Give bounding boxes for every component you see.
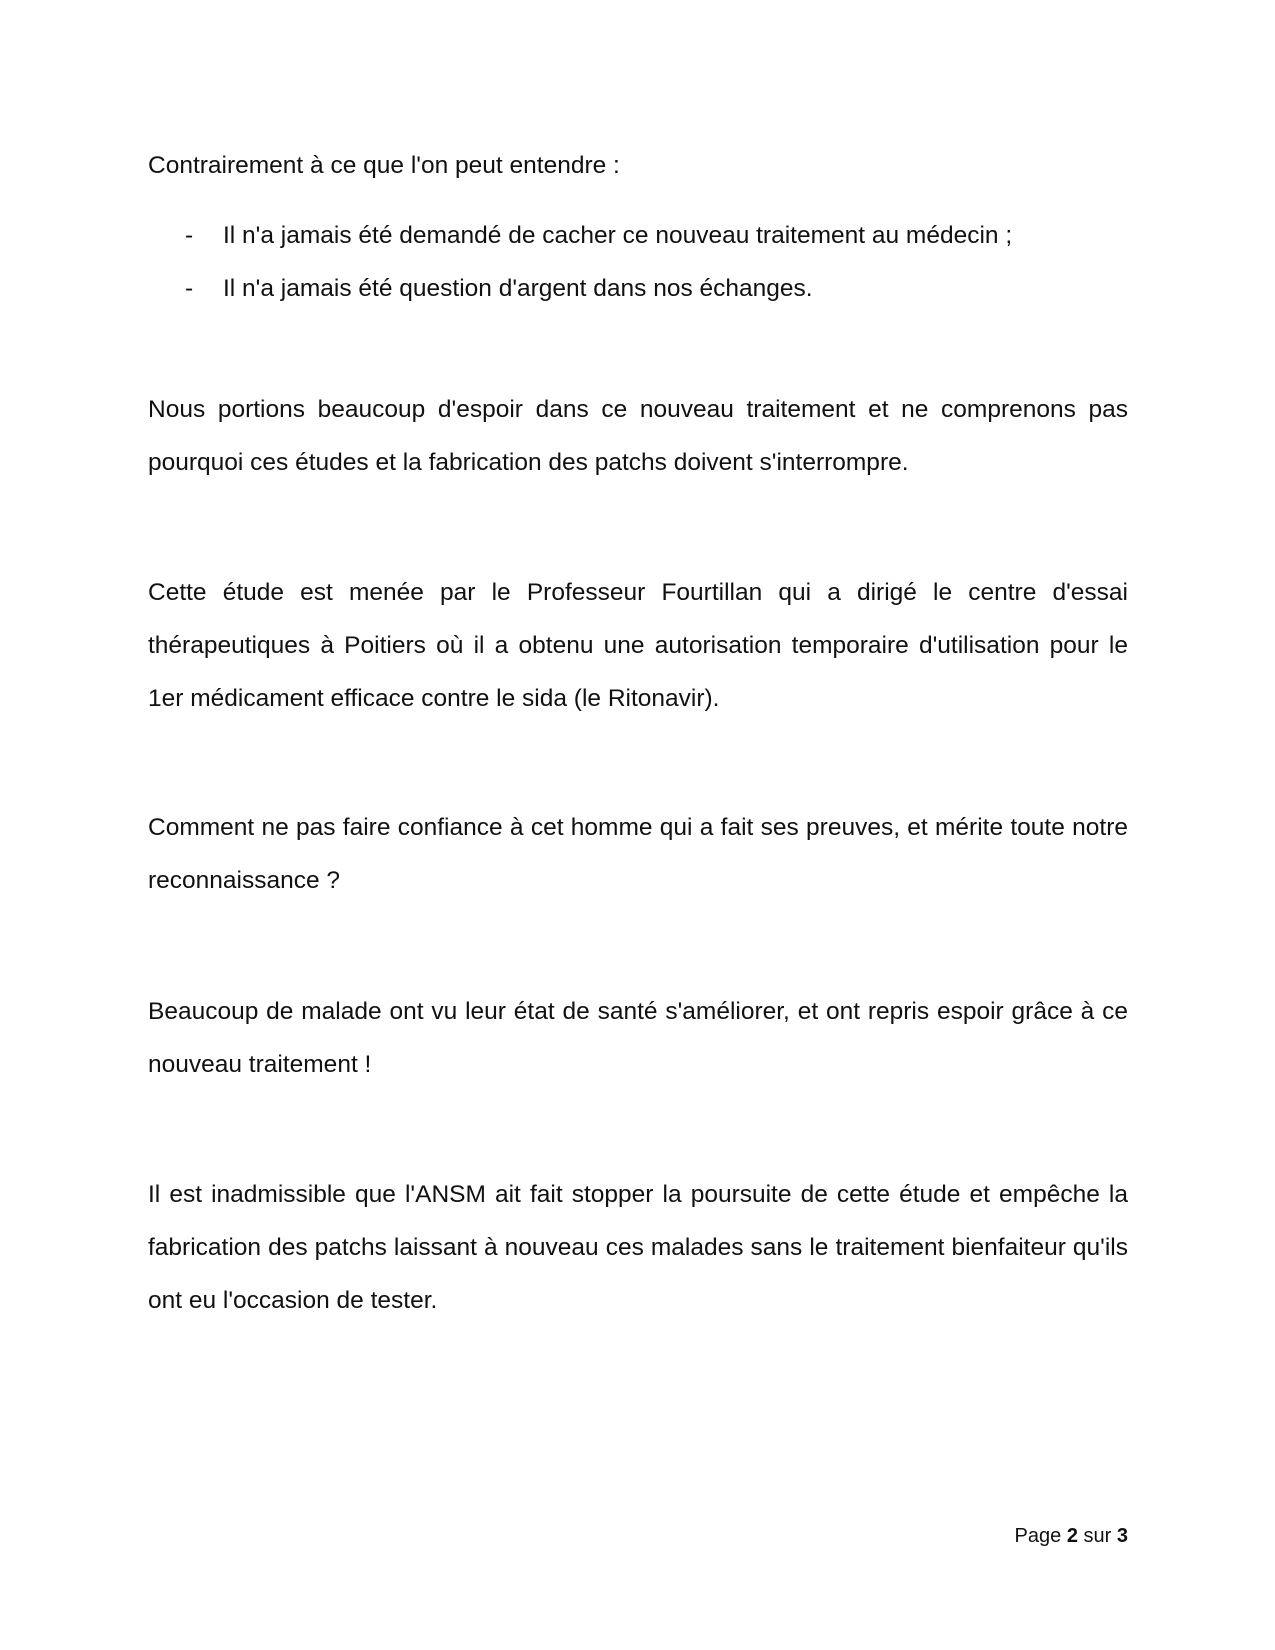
intro-text: Contrairement à ce que l'on peut entendre : (148, 152, 620, 179)
paragraph-study: Cette étude est menée par le Professeur Fourtillan qui a dirigé le centre d'essai thérapeutiques à Poitiers où il a obtenu une autorisation temporaire d'utilisation pour le 1er médicament efficace contre le sida (le Ritonavir). (148, 579, 1128, 712)
list-item-text: Il n'a jamais été demandé de cacher ce nouveau traitement au médecin ; (223, 222, 1013, 249)
current-page-number: 2 (1066, 1525, 1078, 1547)
paragraph-hope: Nous portions beaucoup d'espoir dans ce nouveau traitement et ne comprenons pas pourquoi ces études et la fabrication des patchs doivent s'interrompre. (148, 396, 1128, 476)
bullet-list (148, 209, 1012, 315)
bullet-marker: - (185, 275, 194, 302)
list-item (148, 209, 1012, 262)
list-item-text: Il n'a jamais été question d'argent dans nos échanges. (223, 275, 813, 302)
paragraph-improvement: Beaucoup de malade ont vu leur état de santé s'améliorer, et ont repris espoir grâce à ce nouveau traitement ! (148, 998, 1128, 1078)
of-label: sur (1083, 1525, 1112, 1547)
list-item (148, 262, 1012, 315)
total-pages-number: 3 (1116, 1525, 1128, 1547)
page-label: Page (1014, 1525, 1062, 1547)
paragraph-ansm: Il est inadmissible que l'ANSM ait fait stopper la poursuite de cette étude et empêche la fabrication des patchs laissant à nouveau ces malades sans le traitement bienfaiteur qu'ils ont eu l'occasion de tester. (148, 1181, 1128, 1314)
bullet-marker: - (185, 222, 194, 249)
page-number-footer (1015, 1523, 1128, 1549)
paragraph-trust: Comment ne pas faire confiance à cet homme qui a fait ses preuves, et mérite toute notre reconnaissance ? (148, 814, 1128, 894)
